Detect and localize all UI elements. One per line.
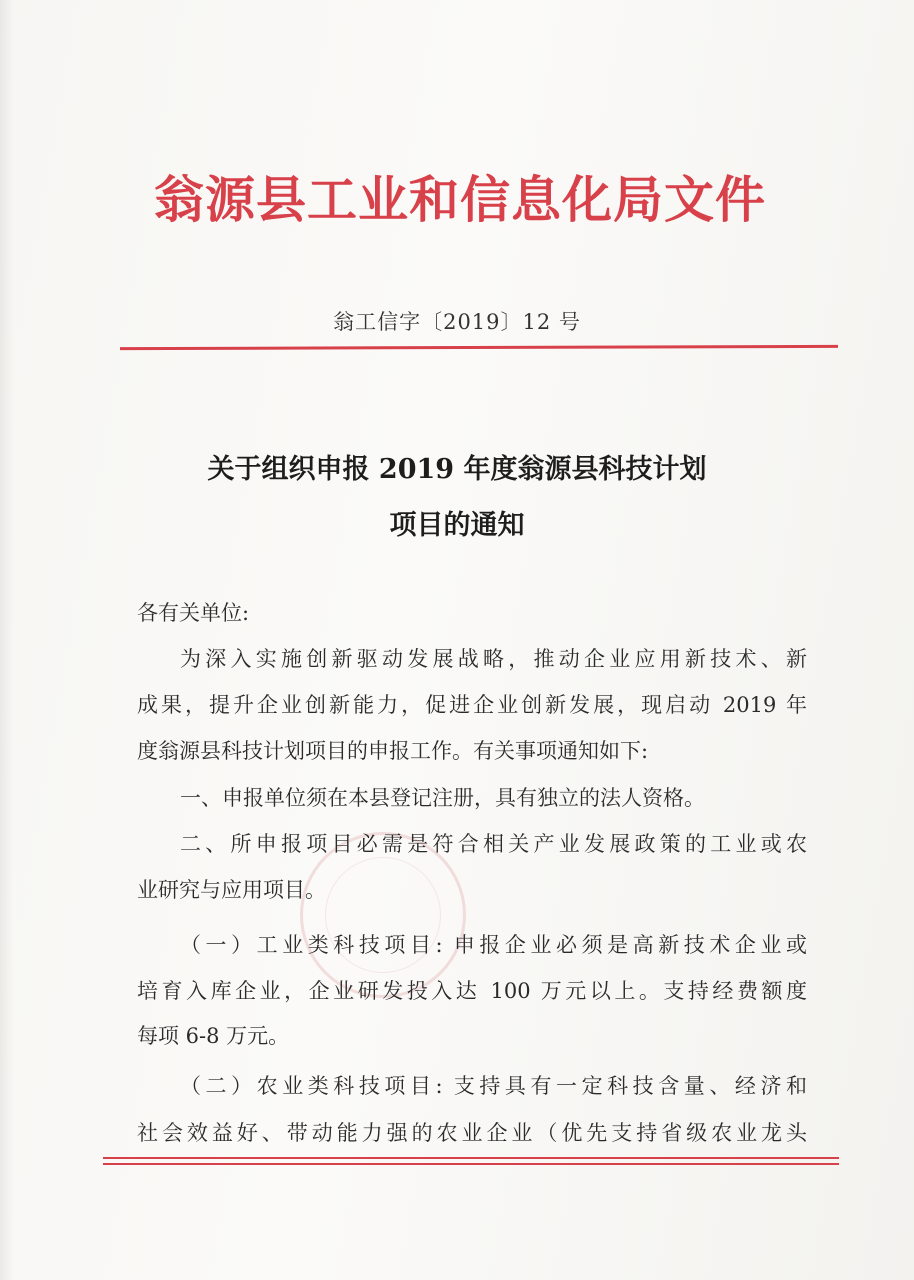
document-number: 翁工信字〔2019〕12 号 — [333, 310, 581, 334]
body-line-11: 社会效益好、带动能力强的农业企业（优先支持省级农业龙头 — [137, 1121, 807, 1145]
notice-title-line-2: 项目的通知 — [389, 510, 525, 541]
header-red-rule — [120, 345, 838, 350]
body-line-10: （二）农业类科技项目: 支持具有一定科技含量、经济和 — [180, 1074, 807, 1098]
salutation: 各有关单位: — [137, 601, 250, 625]
body-line-8: 培育入库企业，企业研发投入达 100 万元以上。支持经费额度 — [137, 979, 807, 1003]
footer-red-rule-1 — [103, 1157, 839, 1159]
masthead-title: 翁源县工业和信息化局文件 — [154, 170, 766, 229]
body-line-6: 业研究与应用项目。 — [137, 878, 326, 902]
page-edge-shadow — [0, 0, 14, 1280]
body-line-9: 每项 6-8 万元。 — [137, 1024, 290, 1048]
body-line-5: 二、所申报项目必需是符合相关产业发展政策的工业或农 — [180, 832, 807, 856]
body-line-1: 为深入实施创新驱动发展战略，推动企业应用新技术、新 — [180, 647, 807, 671]
notice-title-line-1: 关于组织申报 2019 年度翁源县科技计划 — [207, 454, 707, 485]
body-line-3: 度翁源县科技计划项目的申报工作。有关事项通知如下: — [137, 739, 649, 763]
footer-red-rule-2 — [103, 1163, 839, 1165]
body-line-4: 一、申报单位须在本县登记注册，具有独立的法人资格。 — [180, 786, 705, 810]
body-line-7: （一）工业类科技项目: 申报企业必须是高新技术企业或 — [180, 933, 807, 957]
body-line-2: 成果，提升企业创新能力，促进企业创新发展，现启动 2019 年 — [137, 693, 807, 717]
